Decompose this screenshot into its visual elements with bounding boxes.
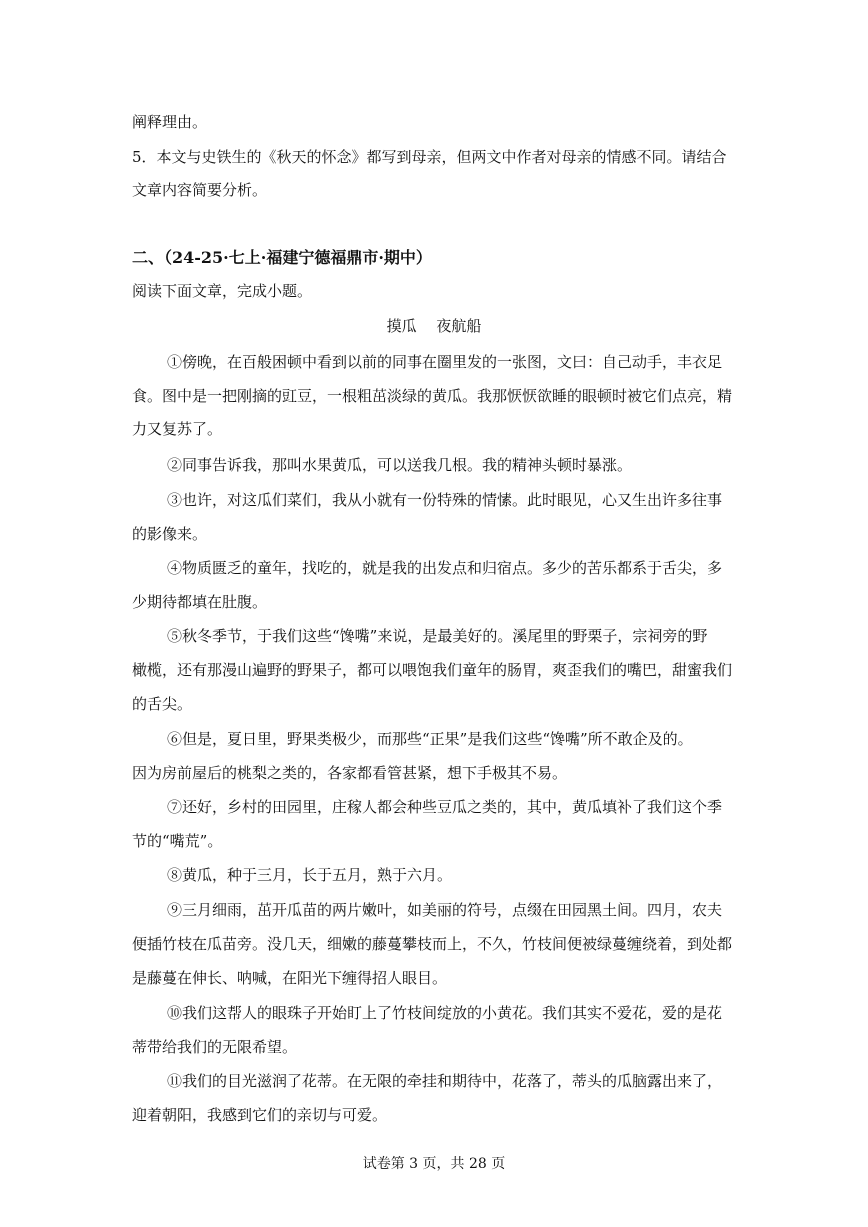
question-5-line-2: 文章内容简要分析。 <box>132 181 268 199</box>
paragraph-line: 食。图中是一把刚摘的豇豆，一根粗茁淡绿的黄瓜。我那恹恹欲睡的眼顿时被它们点亮，精 <box>132 387 733 405</box>
question-5-line-1: 5．本文与史铁生的《秋天的怀念》都写到母亲，但两文中作者对母亲的情感不同。请结合 <box>132 148 727 166</box>
article-title: 摸瓜 夜航船 <box>386 317 482 335</box>
section-heading: 二、（24-25·七上·福建宁德福鼎市·期中） <box>132 248 432 267</box>
paragraph-line: 的舌尖。 <box>132 695 193 713</box>
paragraph-line: 橄榄，还有那漫山遍野的野果子，都可以喂饱我们童年的肠胃，爽歪我们的嘴巴，甜蜜我们 <box>132 661 733 679</box>
paragraph-line: 因为房前屋后的桃梨之类的，各家都看管甚紧，想下手极其不易。 <box>132 764 568 782</box>
paragraph-line: ④物质匮乏的童年，找吃的，就是我的出发点和归宿点。多少的苦乐都系于舌尖，多 <box>167 559 723 577</box>
paragraph-line: ③也许，对这瓜们菜们，我从小就有一份特殊的情愫。此时眼见，心又生出许多往事 <box>167 491 723 509</box>
paragraph-line: 的影像来。 <box>132 525 208 543</box>
paragraph-line: ⑪我们的目光滋润了花蒂。在无限的牵挂和期待中，花落了，蒂头的瓜脑露出来了， <box>167 1072 723 1090</box>
paragraph-line: 便插竹枝在瓜苗旁。没几天，细嫩的藤蔓攀枝而上，不久，竹枝间便被绿蔓缠绕着，到处都 <box>132 935 733 953</box>
paragraph-line: 是藤蔓在伸长、呐喊，在阳光下缠得招人眼目。 <box>132 969 448 987</box>
paragraph-line: ⑩我们这帮人的眼珠子开始盯上了竹枝间绽放的小黄花。我们其实不爱花，爱的是花 <box>167 1004 723 1022</box>
paragraph-line: 力又复苏了。 <box>132 420 223 438</box>
section-instruction: 阅读下面文章，完成小题。 <box>132 282 313 300</box>
paragraph-line: 少期待都填在肚腹。 <box>132 593 268 611</box>
paragraph-line: ②同事告诉我，那叫水果黄瓜，可以送我几根。我的精神头顿时暴涨。 <box>167 456 633 474</box>
paragraph-line: ⑧黄瓜，种于三月，长于五月，熟于六月。 <box>167 866 453 884</box>
page-footer: 试卷第 3 页，共 28 页 <box>362 1156 506 1172</box>
paragraph-line: ⑤秋冬季节，于我们这些“馋嘴”来说，是最美好的。溪尾里的野栗子，宗祠旁的野 <box>167 627 708 645</box>
paragraph-line: ⑦还好，乡村的田园里，庄稼人都会种些豆瓜之类的，其中，黄瓜填补了我们这个季 <box>167 798 723 816</box>
paragraph-line: 迎着朝阳，我感到它们的亲切与可爱。 <box>132 1106 388 1124</box>
paragraph-line: ①傍晚，在百般困顿中看到以前的同事在圈里发的一张图，文曰：自己动手，丰衣足 <box>167 353 723 371</box>
paragraph-line: ⑥但是，夏日里，野果类极少，而那些“正果”是我们这些“馋嘴”所不敢企及的。 <box>167 730 693 748</box>
paragraph-line: 节的“嘴荒”。 <box>132 832 223 850</box>
paragraph-line: ⑨三月细雨，茁开瓜苗的两片嫩叶，如美丽的符号，点缀在田园黑土间。四月，农夫 <box>167 901 723 919</box>
paragraph-line: 蒂带给我们的无限希望。 <box>132 1038 298 1056</box>
prev-answer-tail: 阐释理由。 <box>132 113 208 131</box>
